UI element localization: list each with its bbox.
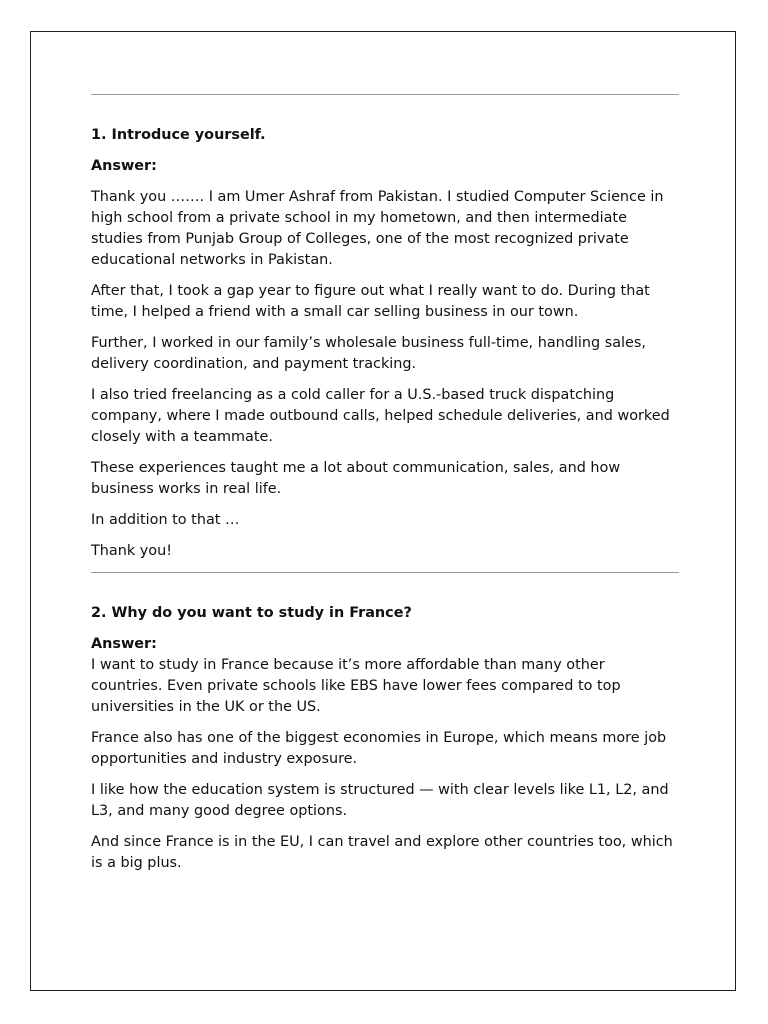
answer-label: Answer: — [91, 158, 157, 174]
document-content — [91, 32, 679, 874]
answer-paragraph: Thank you ……. I am Umer Ashraf from Pakistan. I studied Computer Science in high school from a private school in my hometown, and then intermediate studies from Punjab Group of Colleges, one of the most recognized private educational networks in Pakistan. — [91, 189, 664, 268]
answer-paragraph: I like how the education system is structured — with clear levels like L1, L2, and L3, and many good degree options. — [91, 782, 669, 819]
question-heading: 2. Why do you want to study in France? — [91, 605, 412, 621]
answer-paragraph: France also has one of the biggest economies in Europe, which means more job opportunities and industry exposure. — [91, 730, 667, 767]
answer-paragraph: After that, I took a gap year to figure out what I really want to do. During that time, I helped a friend with a small car selling business in our town. — [91, 283, 650, 320]
section-why-france — [91, 603, 679, 874]
answer-paragraph: And since France is in the EU, I can travel and explore other countries too, which is a big plus. — [91, 834, 673, 871]
answer-paragraph: I want to study in France because it’s more affordable than many other countries. Even private schools like EBS have lower fees compared to top universities in the UK or the US. — [91, 657, 621, 715]
answer-label: Answer: — [91, 636, 157, 652]
answer-paragraph: These experiences taught me a lot about communication, sales, and how business works in real life. — [91, 460, 621, 497]
answer-paragraph: In addition to that … — [91, 512, 240, 528]
section-divider — [91, 94, 679, 95]
answer-paragraph: Further, I worked in our family’s wholesale business full-time, handling sales, delivery coordination, and payment tracking. — [91, 335, 646, 372]
section-divider — [91, 572, 679, 573]
section-introduce-yourself — [91, 125, 679, 562]
question-heading: 1. Introduce yourself. — [91, 127, 266, 143]
document-page — [30, 31, 736, 991]
answer-paragraph: I also tried freelancing as a cold caller for a U.S.-based truck dispatching company, where I made outbound calls, helped schedule deliveries, and worked closely with a teammate. — [91, 387, 670, 445]
answer-paragraph: Thank you! — [91, 543, 172, 559]
